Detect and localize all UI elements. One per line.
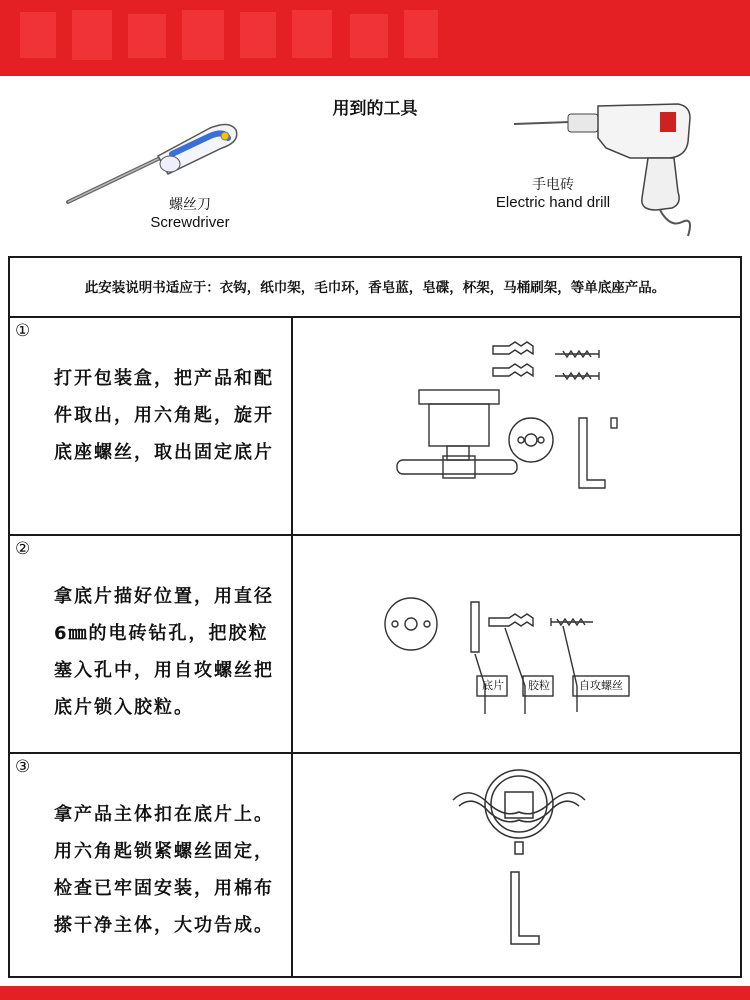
tools-section bbox=[0, 76, 750, 248]
step-3-number: ③ bbox=[15, 757, 31, 777]
screwdriver-zh: 螺丝刀 bbox=[169, 197, 211, 213]
step-2-illustration bbox=[293, 536, 740, 752]
disassembly-diagram-icon bbox=[293, 318, 740, 534]
electric-drill-icon bbox=[510, 98, 700, 238]
drill-en: Electric hand drill bbox=[495, 194, 611, 211]
step-1-number: ① bbox=[15, 321, 31, 341]
drill-zh: 手电砖 bbox=[532, 177, 574, 193]
step-3-text-cell bbox=[10, 754, 293, 976]
step-2-text: 拿底片描好位置，用直径6㎜的电砖钻孔，把胶粒塞入孔中，用自攻螺丝把底片锁入胶粒。 bbox=[54, 586, 274, 718]
label-base-plate: 底片 bbox=[482, 679, 504, 692]
top-red-band bbox=[0, 0, 750, 76]
step-2-text-cell bbox=[10, 536, 293, 752]
drill-caption bbox=[478, 176, 628, 212]
bottom-red-band bbox=[0, 986, 750, 1000]
step-row-2 bbox=[10, 536, 740, 754]
label-anchor: 胶粒 bbox=[528, 679, 550, 692]
screwdriver-caption bbox=[130, 196, 250, 232]
mounting-parts-diagram-icon bbox=[293, 536, 740, 752]
instruction-table bbox=[8, 256, 742, 978]
step-1-text-cell bbox=[10, 318, 293, 534]
tools-title: 用到的工具 bbox=[332, 99, 418, 119]
step-3-text: 拿产品主体扣在底片上。用六角匙锁紧螺丝固定，检查已牢固安装，用棉布搽干净主体，大功告成。 bbox=[54, 804, 274, 936]
step-row-3 bbox=[10, 754, 740, 976]
step-1-illustration bbox=[293, 318, 740, 534]
brand-watermark-icon bbox=[0, 0, 750, 76]
label-screw: 自攻螺丝 bbox=[579, 679, 623, 692]
screwdriver-en: Screwdriver bbox=[150, 214, 230, 231]
step-2-number: ② bbox=[15, 539, 31, 559]
step-row-1 bbox=[10, 318, 740, 536]
step-1-text: 打开包装盒，把产品和配件取出，用六角匙，旋开底座螺丝，取出固定底片 bbox=[54, 368, 274, 463]
installed-hook-diagram-icon bbox=[293, 754, 740, 974]
applicability-notice: 此安装说明书适应于：衣钩，纸巾架，毛巾环，香皂蓝，皂碟，杯架，马桶刷架，等单底座产品。 bbox=[10, 258, 740, 318]
step-3-illustration bbox=[293, 754, 740, 976]
